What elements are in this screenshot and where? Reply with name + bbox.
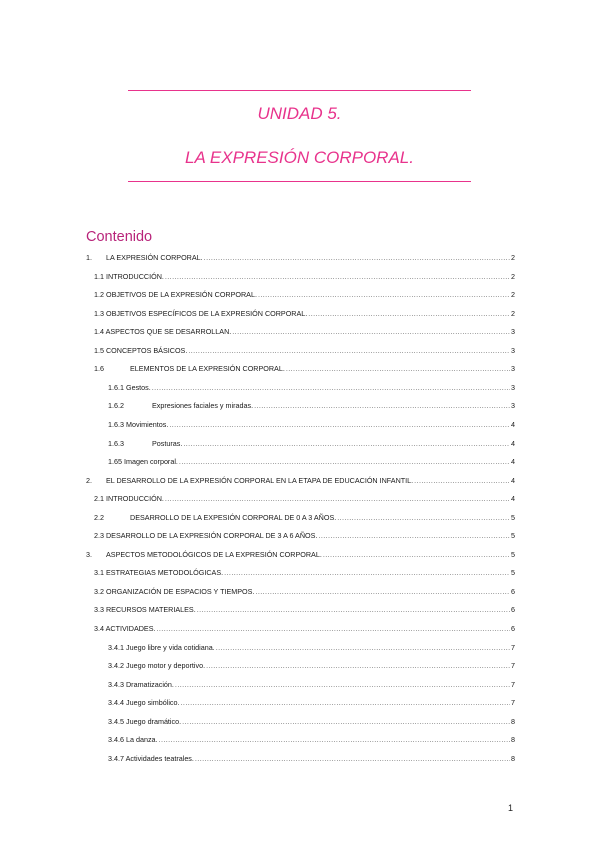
toc-entry-page: 4: [511, 438, 515, 448]
toc-entry-label: 2.1 INTRODUCCIÓN.: [94, 494, 164, 504]
toc-dot-leader: [224, 568, 510, 577]
toc-entry-page: 5: [511, 531, 515, 541]
toc-entry[interactable]: [94, 600, 515, 614]
toc-dot-leader: [179, 457, 510, 466]
toc-entry[interactable]: [94, 267, 515, 281]
toc-entry-label: 1.65 Imagen corporal.: [108, 457, 178, 467]
unit-title: UNIDAD 5.: [257, 104, 342, 123]
toc-entry[interactable]: [94, 582, 515, 596]
toc-entry-label: 1.1 INTRODUCCIÓN.: [94, 271, 164, 281]
toc-entry-page: 2: [511, 308, 515, 318]
toc-entry-label: 3.2 ORGANIZACIÓN DE ESPACIOS Y TIEMPOS.: [94, 586, 255, 596]
toc-entry-page: 7: [511, 661, 515, 671]
toc-entry[interactable]: [94, 341, 515, 355]
toc-entry-label: 1.4 ASPECTOS QUE SE DESARROLLAN.: [94, 327, 232, 337]
toc-entry[interactable]: [94, 285, 515, 299]
toc-entry-label: 3.4.7 Actividades teatrales.: [108, 753, 194, 763]
toc-entry-label: 3.4.6 La danza.: [108, 735, 158, 745]
toc-entry-page: 2: [511, 253, 515, 262]
toc-dot-leader: [181, 698, 510, 707]
page-number: 1: [508, 803, 514, 813]
toc-entry-number: 1.6.3: [108, 438, 124, 448]
toc-entry-page: 4: [511, 419, 515, 429]
toc-dot-leader: [197, 605, 510, 614]
toc-entry-number: 1.: [86, 253, 92, 262]
toc-entry-label: 2.3 DESARROLLO DE LA EXPRESIÓN CORPORAL DE 3 A 6 AÑOS.: [94, 531, 318, 541]
toc-dot-leader: [195, 754, 510, 763]
toc-entry-page: 5: [511, 512, 515, 522]
toc-entry[interactable]: [94, 489, 515, 503]
unit-subtitle: LA EXPRESIÓN CORPORAL.: [185, 148, 414, 167]
toc-entry-label: ASPECTOS METODOLÓGICOS DE LA EXPRESIÓN CORPORAL.: [106, 549, 322, 559]
toc-entry-page: 4: [511, 494, 515, 504]
toc-entry[interactable]: [108, 675, 515, 689]
toc-entry-page: 6: [511, 605, 515, 615]
toc-dot-leader: [318, 531, 510, 540]
toc-entry-page: 7: [511, 698, 515, 708]
toc-dot-leader: [414, 476, 510, 485]
toc-entry[interactable]: [86, 248, 515, 262]
toc-entry[interactable]: [108, 378, 515, 392]
toc-heading: Contenido: [86, 229, 153, 245]
toc-entry-label: 3.3 RECURSOS MATERIALES.: [94, 605, 196, 615]
toc-dot-leader: [255, 587, 510, 596]
toc-dot-leader: [337, 513, 510, 522]
toc-entry-page: 7: [511, 642, 515, 652]
toc-entry-page: 7: [511, 679, 515, 689]
toc-entry[interactable]: [108, 396, 515, 410]
toc-dot-leader: [232, 327, 510, 336]
toc-entry[interactable]: [108, 656, 515, 670]
toc-dot-leader: [175, 680, 510, 689]
toc-entry-label: ELEMENTOS DE LA EXPRESIÓN CORPORAL.: [130, 364, 285, 374]
toc-entry-label: LA EXPRESIÓN CORPORAL.: [106, 253, 203, 262]
toc-entry[interactable]: [108, 434, 515, 448]
toc-entry-page: 6: [511, 624, 515, 633]
toc-entry-label: 3.4.2 Juego motor y deportivo.: [108, 661, 206, 671]
toc-dot-leader: [152, 383, 510, 392]
toc-entry-page: 8: [511, 753, 515, 763]
toc-entry[interactable]: [108, 730, 515, 744]
toc-entry-page: 6: [511, 586, 515, 596]
toc-entry-label: EL DESARROLLO DE LA EXPRESIÓN CORPORAL EN LA ETAPA DE EDUCACIÓN INFANTIL.: [106, 475, 414, 485]
toc-entry-page: 2: [511, 271, 515, 281]
toc-dot-leader: [188, 346, 510, 355]
toc-entry-page: 3: [511, 345, 515, 355]
toc-entry-page: 8: [511, 735, 515, 745]
toc-entry[interactable]: [94, 619, 515, 633]
toc-entry-number: 1.6: [94, 364, 104, 374]
toc-dot-leader: [258, 290, 510, 299]
toc-dot-leader: [183, 439, 510, 448]
toc-entry-label: DESARROLLO DE LA EXPESIÓN CORPORAL DE 0 A 3 AÑOS.: [130, 512, 337, 522]
toc-entry-page: 4: [511, 475, 515, 485]
toc-entry-label: 3.4 ACTIVIDADES.: [94, 624, 156, 633]
toc-entry[interactable]: [94, 526, 515, 540]
toc-dot-leader: [169, 420, 510, 429]
toc-entry[interactable]: [108, 415, 515, 429]
toc-entry-number: 2.: [86, 475, 92, 485]
toc-entry[interactable]: [108, 452, 515, 466]
toc-entry-page: 3: [511, 327, 515, 337]
toc-entry[interactable]: [108, 693, 515, 707]
toc-entry-page: 5: [511, 549, 515, 559]
toc-entry[interactable]: [86, 471, 515, 485]
toc-entry[interactable]: [108, 749, 515, 763]
toc-entry-label: 1.3 OBJETIVOS ESPECÍFICOS DE LA EXPRESIÓN CORPORAL.: [94, 308, 308, 318]
toc-entry-label: 1.2 OBJETIVOS DE LA EXPRESIÓN CORPORAL.: [94, 290, 257, 300]
toc-dot-leader: [308, 309, 510, 318]
toc-entry-page: 3: [511, 364, 515, 374]
toc-dot-leader: [182, 717, 510, 726]
toc-entry[interactable]: [86, 545, 515, 559]
toc-entry[interactable]: [94, 322, 515, 336]
toc-dot-leader: [286, 364, 510, 373]
toc-dot-leader: [204, 253, 510, 262]
toc-dot-leader: [216, 643, 510, 652]
toc-entry[interactable]: [94, 359, 515, 373]
toc-entry[interactable]: [94, 563, 515, 577]
toc-dot-leader: [323, 550, 510, 559]
toc-dot-leader: [157, 624, 510, 633]
toc-entry-label: 3.4.1 Juego libre y vida cotidiana.: [108, 642, 215, 652]
toc-entry-page: 4: [511, 457, 515, 467]
title-bottom-rule: [128, 181, 471, 182]
toc-entry[interactable]: [94, 508, 515, 522]
toc-entry-label: 3.4.4 Juego simbólico.: [108, 698, 180, 708]
toc-entry-label: 3.1 ESTRATEGIAS METODOLÓGICAS.: [94, 568, 224, 578]
toc-entry-label: 1.6.1 Gestos.: [108, 382, 151, 392]
toc-entry-label: 1.6.3 Movimientos.: [108, 419, 169, 429]
toc-entry-label: Posturas.: [152, 438, 183, 448]
toc-entry[interactable]: [94, 304, 515, 318]
toc-dot-leader: [165, 494, 510, 503]
toc-entry[interactable]: [108, 638, 515, 652]
toc-dot-leader: [165, 272, 510, 281]
toc-entry-number: 1.6.2: [108, 401, 124, 411]
toc-entry[interactable]: [108, 712, 515, 726]
toc-entry-number: 2.2: [94, 512, 104, 522]
toc-entry-number: 3.: [86, 549, 92, 559]
toc-entry-label: 3.4.5 Juego dramático.: [108, 716, 182, 726]
toc-entry-page: 5: [511, 568, 515, 578]
toc-entry-label: 1.5 CONCEPTOS BÁSICOS.: [94, 345, 188, 355]
toc-entry-label: 3.4.3 Dramatización.: [108, 679, 174, 689]
toc-entry-page: 2: [511, 290, 515, 300]
toc-dot-leader: [206, 661, 510, 670]
toc-dot-leader: [254, 401, 510, 410]
toc-entry-page: 8: [511, 716, 515, 726]
toc-entry-label: Expresiones faciales y miradas.: [152, 401, 254, 411]
toc-entry-page: 3: [511, 382, 515, 392]
title-top-rule: [128, 90, 471, 91]
toc-dot-leader: [159, 735, 510, 744]
toc-entry-page: 3: [511, 401, 515, 411]
